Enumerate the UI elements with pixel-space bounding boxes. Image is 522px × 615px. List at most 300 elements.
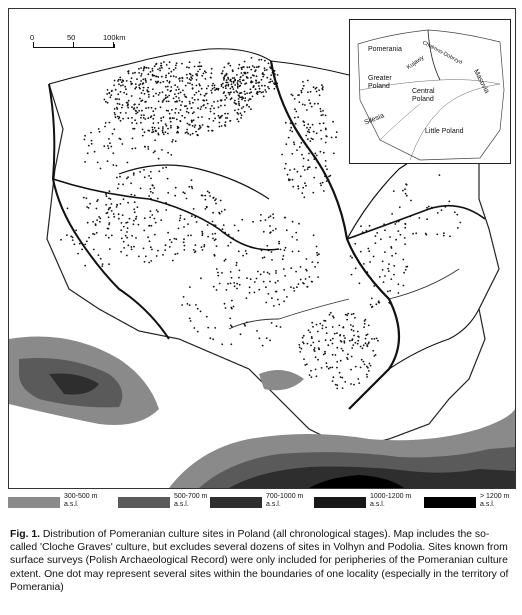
site-dot	[214, 255, 216, 257]
site-dot	[143, 117, 145, 119]
site-dot	[251, 57, 253, 59]
site-dot	[142, 90, 144, 92]
site-dot	[108, 209, 110, 211]
site-dot	[228, 78, 230, 80]
site-dot	[250, 108, 252, 110]
site-dot	[311, 281, 313, 283]
site-dot	[135, 237, 137, 239]
site-dot	[253, 66, 255, 68]
site-dot	[199, 65, 201, 67]
site-dot	[231, 81, 233, 83]
site-dot	[309, 276, 311, 278]
site-dot	[183, 296, 185, 298]
site-dot	[254, 292, 256, 294]
site-dot	[306, 146, 308, 148]
site-dot	[158, 101, 160, 103]
region-inset-map	[349, 19, 511, 164]
site-dot	[264, 256, 266, 258]
site-dot	[383, 281, 385, 283]
site-dot	[87, 152, 89, 154]
site-dot	[354, 243, 356, 245]
site-dot	[201, 231, 203, 233]
site-dot	[271, 80, 273, 82]
site-dot	[147, 146, 149, 148]
site-dot	[158, 170, 160, 172]
site-dot	[122, 214, 124, 216]
site-dot	[127, 222, 129, 224]
site-dot	[97, 162, 99, 164]
site-dot	[269, 281, 271, 283]
site-dot	[211, 92, 213, 94]
site-dot	[351, 329, 353, 331]
site-dot	[148, 94, 150, 96]
site-dot	[311, 106, 313, 108]
site-dot	[178, 112, 180, 114]
site-dot	[373, 285, 375, 287]
site-dot	[200, 106, 202, 108]
site-dot	[201, 246, 203, 248]
site-dot	[250, 91, 252, 93]
site-dot	[177, 86, 179, 88]
site-dot	[108, 216, 110, 218]
site-dot	[363, 344, 365, 346]
site-dot	[283, 268, 285, 270]
site-dot	[162, 91, 164, 93]
site-dot	[217, 275, 219, 277]
site-dot	[213, 101, 215, 103]
site-dot	[99, 131, 101, 133]
site-dot	[329, 314, 331, 316]
site-dot	[214, 118, 216, 120]
site-dot	[98, 216, 100, 218]
site-dot	[96, 208, 98, 210]
site-dot	[291, 153, 293, 155]
site-dot	[259, 91, 261, 93]
site-dot	[268, 88, 270, 90]
site-dot	[152, 129, 154, 131]
site-dot	[215, 238, 217, 240]
site-dot	[332, 380, 334, 382]
scale-tick	[113, 42, 114, 48]
site-dot	[108, 224, 110, 226]
site-dot	[179, 80, 181, 82]
site-dot	[151, 127, 153, 129]
site-dot	[314, 153, 316, 155]
site-dot	[142, 83, 144, 85]
site-dot	[284, 275, 286, 277]
site-dot	[163, 116, 165, 118]
site-dot	[343, 335, 345, 337]
site-dot	[91, 140, 93, 142]
site-dot	[271, 251, 273, 253]
site-dot	[148, 67, 150, 69]
legend-swatch	[118, 497, 170, 508]
site-dot	[121, 238, 123, 240]
site-dot	[169, 61, 171, 63]
site-dot	[318, 347, 320, 349]
site-dot	[307, 343, 309, 345]
site-dot	[106, 195, 108, 197]
site-dot	[125, 112, 127, 114]
site-dot	[459, 222, 461, 224]
site-dot	[128, 100, 130, 102]
site-dot	[342, 387, 344, 389]
site-dot	[165, 94, 167, 96]
site-dot	[244, 97, 246, 99]
site-dot	[256, 278, 258, 280]
site-dot	[309, 374, 311, 376]
site-dot	[169, 117, 171, 119]
site-dot	[84, 161, 86, 163]
site-dot	[316, 252, 318, 254]
site-dot	[121, 81, 123, 83]
site-dot	[107, 89, 109, 91]
site-dot	[213, 120, 215, 122]
site-dot	[170, 127, 172, 129]
site-dot	[263, 281, 265, 283]
site-dot	[206, 88, 208, 90]
site-dot	[150, 260, 152, 262]
site-dot	[137, 112, 139, 114]
site-dot	[200, 94, 202, 96]
site-dot	[127, 202, 129, 204]
site-dot	[165, 77, 167, 79]
site-dot	[269, 340, 271, 342]
site-dot	[131, 106, 133, 108]
site-dot	[156, 255, 158, 257]
site-dot	[131, 77, 133, 79]
site-dot	[100, 168, 102, 170]
site-dot	[405, 266, 407, 268]
site-dot	[319, 323, 321, 325]
site-dot	[344, 342, 346, 344]
site-dot	[389, 222, 391, 224]
site-dot	[120, 79, 122, 81]
site-dot	[338, 325, 340, 327]
site-dot	[158, 158, 160, 160]
site-dot	[200, 126, 202, 128]
site-dot	[182, 191, 184, 193]
site-dot	[316, 246, 318, 248]
site-dot	[165, 244, 167, 246]
river-notec	[119, 165, 269, 199]
site-dot	[133, 223, 135, 225]
site-dot	[180, 215, 182, 217]
site-dot	[167, 152, 169, 154]
site-dot	[358, 382, 360, 384]
site-dot	[240, 112, 242, 114]
site-dot	[109, 207, 111, 209]
site-dot	[118, 118, 120, 120]
site-dot	[236, 288, 238, 290]
site-dot	[255, 88, 257, 90]
site-dot	[206, 206, 208, 208]
site-dot	[234, 79, 236, 81]
site-dot	[304, 182, 306, 184]
site-dot	[290, 127, 292, 129]
site-dot	[357, 378, 359, 380]
site-dot	[324, 175, 326, 177]
site-dot	[125, 88, 127, 90]
site-dot	[240, 77, 242, 79]
site-dot	[393, 265, 395, 267]
site-dot	[326, 168, 328, 170]
site-dot	[132, 72, 134, 74]
site-dot	[108, 228, 110, 230]
site-dot	[240, 83, 242, 85]
site-dot	[216, 88, 218, 90]
site-dot	[134, 211, 136, 213]
site-dot	[117, 103, 119, 105]
site-dot	[383, 223, 385, 225]
site-dot	[323, 190, 325, 192]
site-dot	[216, 245, 218, 247]
site-dot	[166, 101, 168, 103]
site-dot	[184, 192, 186, 194]
site-dot	[135, 110, 137, 112]
site-dot	[266, 337, 268, 339]
site-dot	[313, 131, 315, 133]
site-dot	[156, 209, 158, 211]
site-dot	[296, 149, 298, 151]
region-label-masovia: Masovia	[471, 68, 491, 95]
site-dot	[400, 234, 402, 236]
site-dot	[227, 283, 229, 285]
site-dot	[108, 263, 110, 265]
site-dot	[131, 249, 133, 251]
site-dot	[155, 76, 157, 78]
site-dot	[89, 203, 91, 205]
site-dot	[263, 96, 265, 98]
site-dot	[233, 306, 235, 308]
site-dot	[238, 101, 240, 103]
site-dot	[269, 225, 271, 227]
site-dot	[162, 130, 164, 132]
site-dot	[307, 138, 309, 140]
site-dot	[225, 84, 227, 86]
site-dot	[196, 85, 198, 87]
site-dot	[197, 117, 199, 119]
site-dot	[165, 167, 167, 169]
site-dot	[200, 311, 202, 313]
site-dot	[83, 197, 85, 199]
site-dot	[151, 214, 153, 216]
site-dot	[265, 91, 267, 93]
site-dot	[240, 117, 242, 119]
site-dot	[154, 234, 156, 236]
site-dot	[396, 221, 398, 223]
site-dot	[191, 97, 193, 99]
site-dot	[315, 369, 317, 371]
site-dot	[169, 246, 171, 248]
site-dot	[316, 155, 318, 157]
site-dot	[159, 92, 161, 94]
site-dot	[320, 108, 322, 110]
site-dot	[86, 197, 88, 199]
site-dot	[150, 178, 152, 180]
site-dot	[144, 176, 146, 178]
site-dot	[140, 80, 142, 82]
site-dot	[373, 256, 375, 258]
site-dot	[303, 358, 305, 360]
site-dot	[232, 237, 234, 239]
site-dot	[235, 264, 237, 266]
site-dot	[121, 143, 123, 145]
site-dot	[120, 120, 122, 122]
site-dot	[175, 65, 177, 67]
site-dot	[112, 164, 114, 166]
site-dot	[293, 142, 295, 144]
site-dot	[238, 277, 240, 279]
site-dot	[192, 133, 194, 135]
site-dot	[200, 277, 202, 279]
site-dot	[144, 217, 146, 219]
site-dot	[162, 254, 164, 256]
site-dot	[270, 215, 272, 217]
site-dot	[242, 66, 244, 68]
site-dot	[245, 250, 247, 252]
site-dot	[178, 127, 180, 129]
site-dot	[321, 84, 323, 86]
site-dot	[127, 176, 129, 178]
site-dot	[86, 240, 88, 242]
site-dot	[202, 233, 204, 235]
site-dot	[266, 77, 268, 79]
site-dot	[404, 227, 406, 229]
site-dot	[208, 192, 210, 194]
site-dot	[268, 293, 270, 295]
site-dot	[282, 258, 284, 260]
site-dot	[439, 174, 441, 176]
site-dot	[246, 253, 248, 255]
site-dot	[101, 265, 103, 267]
site-dot	[231, 308, 233, 310]
site-dot	[163, 133, 165, 135]
site-dot	[169, 204, 171, 206]
site-dot	[175, 187, 177, 189]
site-dot	[232, 88, 234, 90]
site-dot	[309, 166, 311, 168]
site-dot	[127, 227, 129, 229]
site-dot	[160, 219, 162, 221]
site-dot	[126, 255, 128, 257]
site-dot	[397, 230, 399, 232]
site-dot	[294, 117, 296, 119]
site-dot	[111, 203, 113, 205]
site-dot	[398, 292, 400, 294]
site-dot	[264, 67, 266, 69]
site-dot	[323, 122, 325, 124]
site-dot	[426, 218, 428, 220]
site-dot	[309, 131, 311, 133]
site-dot	[295, 232, 297, 234]
site-dot	[238, 251, 240, 253]
caption-label: Fig. 1.	[10, 529, 41, 540]
site-dot	[307, 123, 309, 125]
site-dot	[387, 291, 389, 293]
region-label-kujawy: Kujawy	[406, 54, 426, 72]
site-dot	[162, 81, 164, 83]
site-dot	[274, 75, 276, 77]
site-dot	[265, 286, 267, 288]
site-dot	[252, 65, 254, 67]
site-dot	[441, 209, 443, 211]
site-dot	[225, 259, 227, 261]
site-dot	[224, 303, 226, 305]
site-dot	[202, 249, 204, 251]
site-dot	[145, 81, 147, 83]
site-dot	[176, 119, 178, 121]
site-dot	[72, 239, 74, 241]
site-dot	[293, 287, 295, 289]
site-dot	[171, 241, 173, 243]
site-dot	[110, 198, 112, 200]
site-dot	[147, 236, 149, 238]
site-dot	[201, 88, 203, 90]
site-dot	[318, 340, 320, 342]
site-dot	[122, 184, 124, 186]
site-dot	[130, 81, 132, 83]
site-dot	[204, 195, 206, 197]
site-dot	[275, 282, 277, 284]
site-dot	[182, 80, 184, 82]
site-dot	[340, 376, 342, 378]
site-dot	[319, 123, 321, 125]
site-dot	[325, 327, 327, 329]
site-dot	[141, 92, 143, 94]
site-dot	[134, 195, 136, 197]
site-dot	[343, 340, 345, 342]
site-dot	[300, 142, 302, 144]
legend-label: 1000-1200 m a.s.l.	[370, 493, 412, 508]
site-dot	[366, 376, 368, 378]
site-dot	[208, 130, 210, 132]
site-dot	[234, 77, 236, 79]
scale-tick	[73, 42, 74, 48]
site-dot	[194, 66, 196, 68]
site-dot	[257, 82, 259, 84]
site-dot	[199, 62, 201, 64]
site-dot	[325, 128, 327, 130]
site-dot	[244, 93, 246, 95]
site-dot	[168, 68, 170, 70]
site-dot	[294, 168, 296, 170]
site-dot	[286, 229, 288, 231]
site-dot	[367, 248, 369, 250]
site-dot	[205, 78, 207, 80]
site-dot	[266, 245, 268, 247]
site-dot	[127, 71, 129, 73]
site-dot	[264, 60, 266, 62]
site-dot	[310, 345, 312, 347]
site-dot	[365, 338, 367, 340]
site-dot	[149, 217, 151, 219]
site-dot	[268, 217, 270, 219]
site-dot	[227, 113, 229, 115]
site-dot	[270, 74, 272, 76]
site-dot	[196, 79, 198, 81]
site-dot	[343, 326, 345, 328]
site-dot	[75, 230, 77, 232]
site-dot	[74, 243, 76, 245]
site-dot	[313, 86, 315, 88]
site-dot	[242, 255, 244, 257]
site-dot	[310, 370, 312, 372]
site-dot	[230, 242, 232, 244]
site-dot	[322, 86, 324, 88]
site-dot	[93, 249, 95, 251]
scale-label-50: 50	[67, 33, 76, 42]
